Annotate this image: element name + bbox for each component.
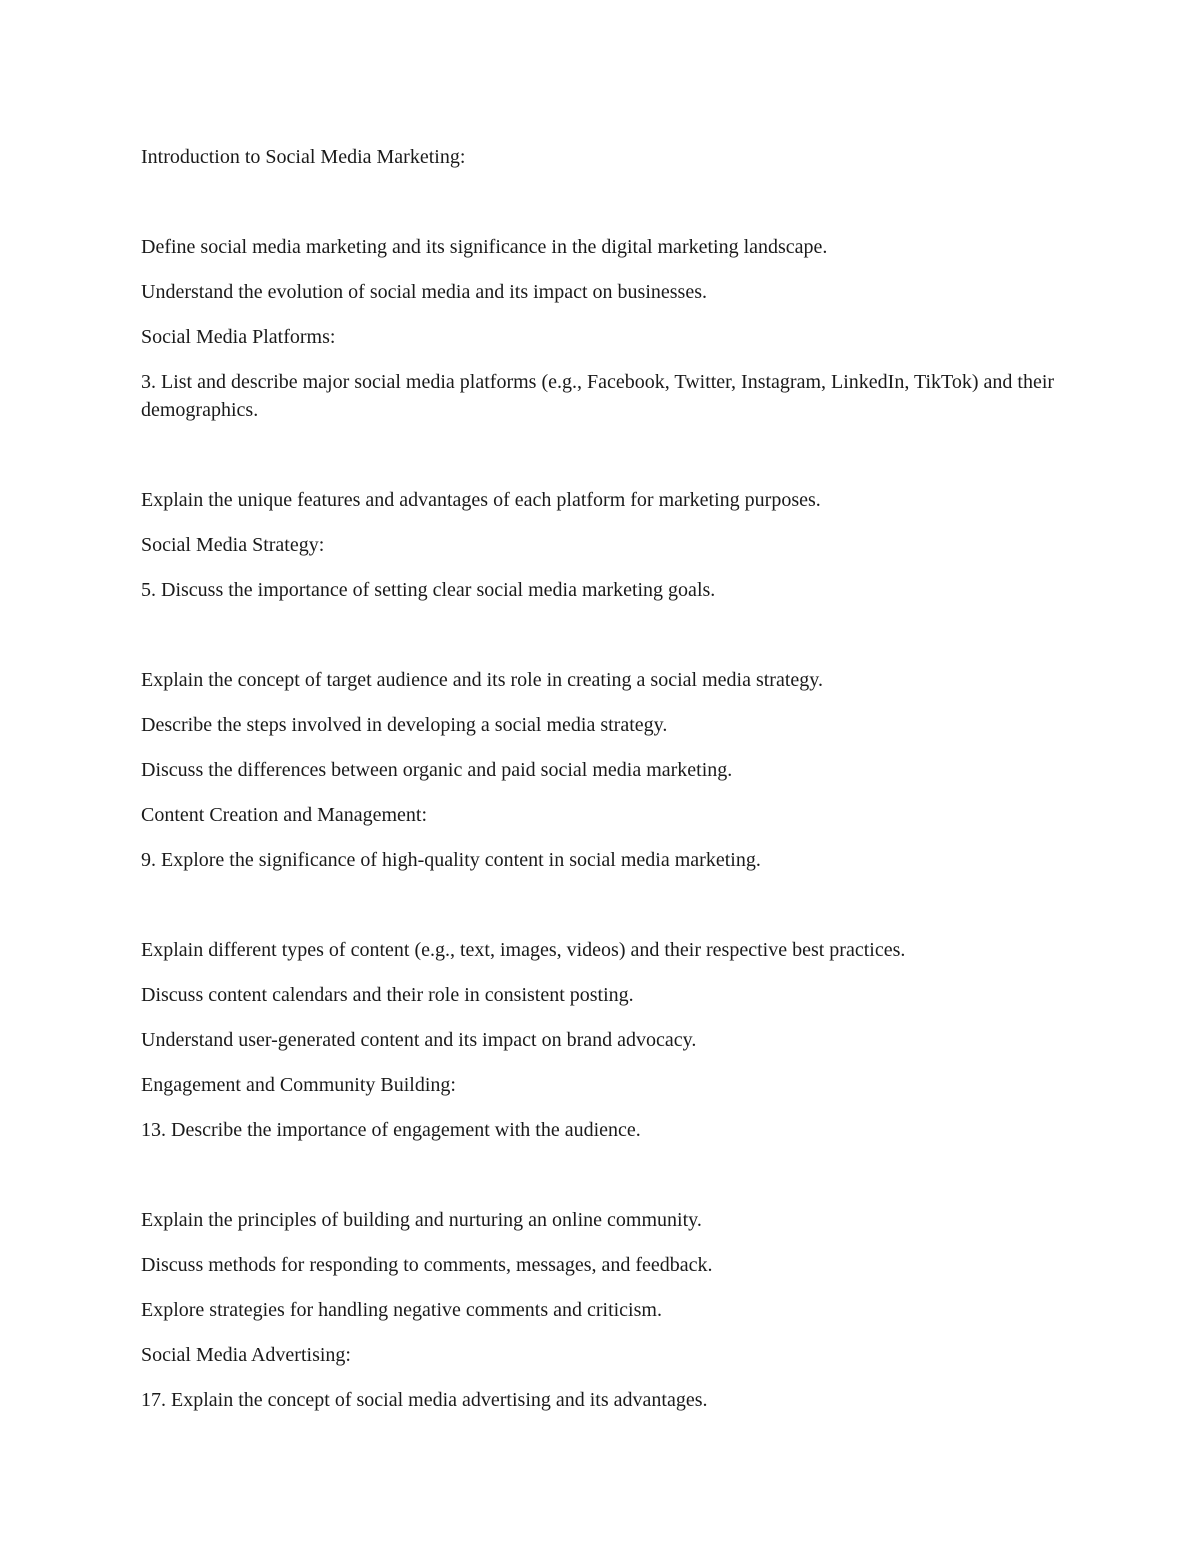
paragraph-organic-vs-paid: Discuss the differences between organic and paid social media marketing. <box>141 759 733 781</box>
section-heading-strategy: Social Media Strategy: <box>141 534 325 556</box>
paragraph-responding-methods: Discuss methods for responding to comments, messages, and feedback. <box>141 1254 713 1276</box>
section-heading-advertising: Social Media Advertising: <box>141 1344 351 1366</box>
section-heading-content: Content Creation and Management: <box>141 804 428 826</box>
paragraph-target-audience: Explain the concept of target audience and its role in creating a social media strategy. <box>141 669 823 691</box>
paragraph-define-smm: Define social media marketing and its significance in the digital marketing landscape. <box>141 236 828 258</box>
paragraph-content-types: Explain different types of content (e.g., text, images, videos) and their respective best practices. <box>141 939 906 961</box>
paragraph-evolution: Understand the evolution of social media and its impact on businesses. <box>141 281 707 303</box>
document-body <box>141 143 1071 1431</box>
paragraph-negative-comments: Explore strategies for handling negative comments and criticism. <box>141 1299 662 1321</box>
section-heading-introduction: Introduction to Social Media Marketing: <box>141 146 466 168</box>
paragraph-advertising-concept: 17. Explain the concept of social media advertising and its advantages. <box>141 1389 708 1411</box>
paragraph-strategy-steps: Describe the steps involved in developing a social media strategy. <box>141 714 668 736</box>
paragraph-list-platforms: 3. List and describe major social media platforms (e.g., Facebook, Twitter, Instagram, LinkedIn, TikTok) and their demographics. <box>141 371 1055 421</box>
paragraph-setting-goals: 5. Discuss the importance of setting clear social media marketing goals. <box>141 579 716 601</box>
paragraph-unique-features: Explain the unique features and advantages of each platform for marketing purposes. <box>141 489 821 511</box>
paragraph-engagement-importance: 13. Describe the importance of engagement with the audience. <box>141 1119 641 1141</box>
paragraph-content-calendars: Discuss content calendars and their role in consistent posting. <box>141 984 634 1006</box>
paragraph-online-community: Explain the principles of building and nurturing an online community. <box>141 1209 702 1231</box>
paragraph-quality-content: 9. Explore the significance of high-quality content in social media marketing. <box>141 849 761 871</box>
paragraph-user-generated: Understand user-generated content and its impact on brand advocacy. <box>141 1029 697 1051</box>
section-heading-platforms: Social Media Platforms: <box>141 326 336 348</box>
section-heading-engagement: Engagement and Community Building: <box>141 1074 456 1096</box>
